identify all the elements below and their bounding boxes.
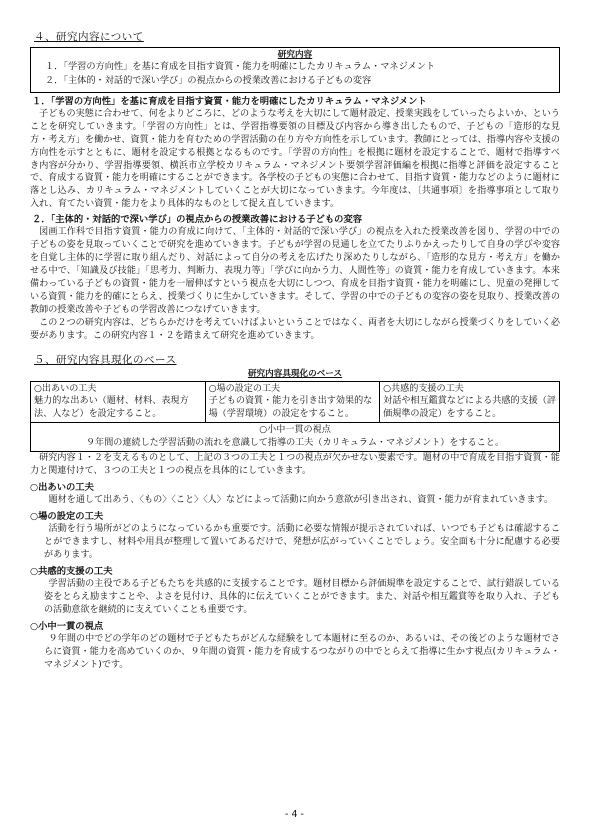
section5-heading: ５、研究内容具現化のベース <box>34 353 177 366</box>
cell-support-head: ○共感的支援の工夫 <box>383 383 464 394</box>
item-support-body: 学習活動の主役である子どもたちを共感的に支援することです。題材目標から評価規準を設定することで、試行錯誤している姿をとらえ励ますことや、よさを見付け、具体的に伝えていくことができます。また、対話や相互鑑賞等を取り入れ、子どもの活動意欲を継続的に支えていくことも重要です。 <box>44 579 560 616</box>
document-page <box>30 30 560 672</box>
cell-setting-head: ○場の設定の工夫 <box>208 383 281 394</box>
cell-support-body: 対話や相互鑑賞などによる共感的支援（評価規準の設定）をすること。 <box>383 396 556 419</box>
subsection-2-heading: ２．「主体的・対話的で深い学び」の視点からの授業改善における子どもの変容 <box>32 214 363 226</box>
research-content-item-2: ２．「主体的・対話的で深い学び」の視点からの授業改善における子どもの変容 <box>45 75 372 87</box>
cell-setting-body: 子どもの資質・能力を引き出す効果的な場（学習環境）の設定をすること。 <box>208 396 373 419</box>
page-number: - 4 - <box>285 809 304 820</box>
cell-encounter-body: 魅力的な出あい（題材、材料、表現方法、人など）を設定すること。 <box>34 396 189 419</box>
item-encounter-body: 題材を通して出あう、〈もの〉〈こと〉〈人〉などによって活動に向かう意欲が引き出され、資質・能力が育まれていきます。 <box>48 495 554 506</box>
subsection-1-heading: １．「学習の方向性」を基に育成を目指す資質・能力を明確にしたカリキュラム・マネジメント <box>32 95 427 107</box>
item-support-title: ○共感的支援の工夫 <box>30 566 113 578</box>
base-table <box>30 381 560 453</box>
base-table-title: 研究内容具現化のベース <box>247 369 343 380</box>
item-consistency-body: ９年間の中でどの学年のどの題材で子どもたちがどんな経験をして本題材に至るのか、あるいは、その後どのような題材でさらに資質・能力を高めていくのか、９年間の資質・能力を育成するつながりの中でとらえて指導に生かす視点(カリキュラム・マネジメント)です。 <box>44 634 560 671</box>
subsection-1-body: 子どもの実態に合わせて、何をよりどころに、どのような考えを大切にして題材設定、授業実践をしていったらよいか、ということを研究していきます。「学習の方向性」とは、学習指導要領の目標及び内容から導き出したもので、子どもの「造形的な見方・考え方」を働かせ、資質・能力を育むための学習活動の在り方や方向性を示しています。教師にとっては、指導内容や支援の方向性を示すとともに、題材を設定する根拠となるものです。「学習の方向性」を根拠に題材を設定することで、題材で指導すべき内容が分かり、学習指導要領、横浜市立学校カリキュラム・マネジメント要領学習評価編を根拠に指導と評価を設定することで、育成する資質・能力を明確にすることができます。各学校の子どもの実態に合わせて、目指す資質・能力などのように題材に落とし込み、カリキュラム・マネジメントしていくことが大切になっていきます。今年度は、〔共通事項〕を指導事項として取り入れ、育てたい資質・能力をより具体的なものとして捉え直していきます。 <box>30 108 560 210</box>
item-consistency-title: ○小中一貫の視点 <box>30 621 104 633</box>
subsection-2-closing: この２つの研究内容は、どちらかだけを考えていけばよいということではなく、両者を大切にしながら授業づくりをしていく必要があります。この研究内容１・２を踏まえて研究を進めていきます。 <box>30 317 560 341</box>
item-encounter-title: ○出あいの工夫 <box>30 482 94 494</box>
cell-consistency-head: ○小中一貫の視点 <box>259 425 331 436</box>
section4-heading: ４、研究内容について <box>34 31 144 43</box>
cell-encounter-head: ○出あいの工夫 <box>34 383 97 394</box>
research-content-item-1: １．「学習の方向性」を基に育成を目指す資質・能力を明確にしたカリキュラム・マネジメント <box>45 61 436 73</box>
cell-support <box>380 381 560 423</box>
cell-encounter <box>31 381 206 423</box>
item-setting-body: 活動を行う場所がどのようになっているかも重要です。活動に必要な情報が提示されていれば、いつでも子どもは確認することができますし、材料や用具が整理して置いてあるだけで、発想が広がっていくことでしょう。安全面も十分に配慮する必要があります。 <box>44 524 560 561</box>
cell-consistency-body: ９年間の連続した学習活動の流れを意識して指導の工夫（カリキュラム・マネジメント）をすること。 <box>86 437 504 448</box>
research-content-box <box>30 47 560 93</box>
cell-setting <box>205 381 380 423</box>
cell-consistency <box>31 423 560 452</box>
item-setting-title: ○場の設定の工夫 <box>30 511 104 523</box>
research-content-box-title: 研究内容 <box>277 49 313 60</box>
subsection-2-body: 図画工作科で目指す資質・能力の育成に向けて、「主体的・対話的で深い学び」の視点を入れた授業改善を図り、学習の中での子どもの姿を見取っていくことで研究を進めていきます。子どもが学習の見通しを立てたりふりかえったりして自身の学びや変容を自覚し主体的に学習に取り組んだり、対話によって自分の考えを広げたり深めたりしながら、「造形的な見方・考え方」を働かせる中で、「知識及び技能」「思考力、判断力、表現力等」「学びに向かう力、人間性等」の資質・能力を育成していきます。本来備わっている子どもの資質・能力を一層伸ばすという視点を大切にしつつ、育成を目指す資質・能力を明確にし、児童の発揮している資質・能力を的確にとらえ、授業づくりに生かしていきます。そして、学習の中での子どもの変容の姿を見取り、授業改善の教師の授業改善や子どもの学習改善につなげていきます。 <box>30 227 560 315</box>
section5-intro: 研究内容１・２を支えるものとして、上記の３つの工夫と１つの視点が欠かせない要素です。題材の中で育成を目指す資質・能力と関連付けて、３つの工夫と１つの視点を具体的にしていきます。 <box>30 453 560 477</box>
